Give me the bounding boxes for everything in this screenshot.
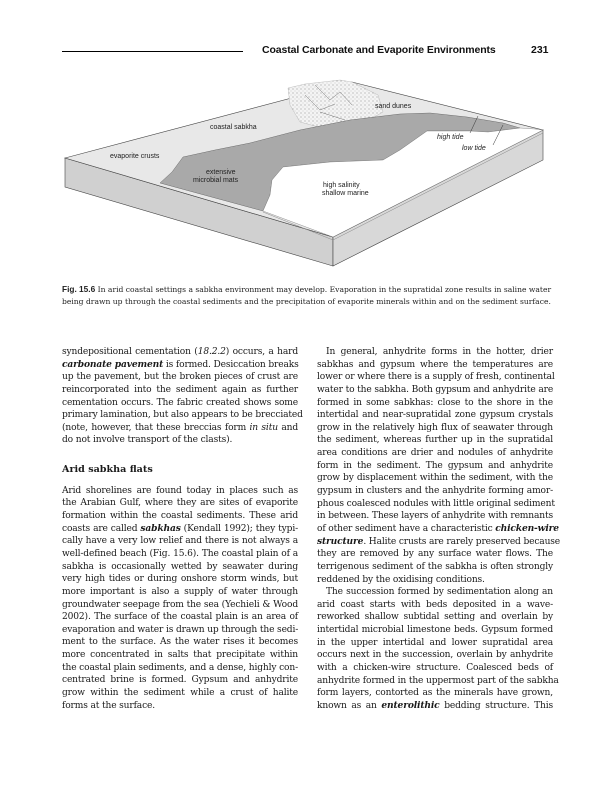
text-line bbox=[317, 485, 553, 498]
text-line bbox=[317, 548, 553, 561]
text-run: (note, however, that these breccias form bbox=[62, 422, 250, 433]
text-run: forms at the surface. bbox=[62, 700, 155, 711]
text-run: gypsum in clusters and the anhydrite forming amor- bbox=[317, 486, 553, 497]
text-run: do not involve transport of the clasts). bbox=[62, 435, 233, 446]
text-run: (Kendall 1992); they typi- bbox=[180, 523, 298, 534]
text-run: occurs next in the succession, overlain by anhydrite bbox=[317, 650, 553, 661]
text-line bbox=[317, 611, 553, 624]
text-run: the sediment, whereas further up in the supratidal bbox=[317, 435, 553, 446]
label-extensive: extensive bbox=[206, 169, 236, 176]
label-sand-dunes: sand dunes bbox=[375, 103, 412, 110]
emphasized-term: chicken-wire bbox=[495, 522, 559, 534]
text-line bbox=[62, 359, 298, 372]
label-coastal-sabkha: coastal sabkha bbox=[210, 124, 257, 131]
text-run: Arid shorelines are found today in places such as bbox=[62, 485, 298, 496]
emphasized-term: structure bbox=[317, 535, 364, 547]
text-run: very high tides or during onshore storm winds, but bbox=[62, 574, 298, 585]
text-line bbox=[62, 624, 298, 637]
text-line bbox=[62, 535, 298, 548]
text-run: in the upper intertidal and lower supratidal area bbox=[317, 637, 553, 648]
figure-caption bbox=[62, 283, 552, 308]
text-run: anhydrite formed in the uppermost part of the sabkha bbox=[317, 675, 559, 686]
text-line bbox=[62, 346, 298, 359]
text-run: primary lamination, but also appears to be brecciated bbox=[62, 410, 303, 421]
text-run: and bbox=[277, 422, 298, 433]
text-line bbox=[317, 498, 553, 511]
text-line bbox=[62, 674, 298, 687]
text-line bbox=[62, 561, 298, 574]
text-run: more important is also a supply of water through bbox=[62, 586, 298, 597]
text-run: the Arabian Gulf, where they are sites of evaporite bbox=[62, 498, 298, 509]
section-heading: Arid sabkha flats bbox=[62, 464, 153, 476]
text-line bbox=[62, 687, 298, 700]
text-run: area conditions are drier and nodules of anhydrite bbox=[317, 448, 553, 459]
text-line bbox=[62, 422, 298, 435]
text-run: sabkhas and gypsum where the temperatures are bbox=[317, 359, 553, 370]
text-run: well-defined beach (Fig. 15.6). The coastal plain of a bbox=[62, 548, 298, 559]
text-run: centrated brine is formed. Gypsum and anhydrite bbox=[62, 675, 298, 686]
text-run: they are removed by any surface water flows. The bbox=[317, 549, 553, 560]
text-run: grow within the sediment while a crust of halite bbox=[62, 688, 298, 699]
text-line bbox=[62, 649, 298, 662]
text-run: bedding structure. This bbox=[439, 700, 553, 711]
text-run: with a chicken-wire structure. Coalesced beds of bbox=[317, 663, 553, 674]
text-line bbox=[62, 497, 298, 510]
text-line bbox=[317, 675, 559, 688]
text-run: up the pavement, but the broken pieces of crust are bbox=[62, 372, 298, 383]
text-line bbox=[317, 700, 553, 713]
text-line bbox=[62, 611, 298, 624]
text-line bbox=[317, 662, 553, 675]
text-run: groundwater seepage from the sea (Yechieli & Wood bbox=[62, 599, 298, 610]
text-run: known as an bbox=[317, 700, 382, 711]
paragraph bbox=[62, 485, 298, 713]
text-line bbox=[317, 460, 553, 473]
text-line bbox=[317, 447, 553, 460]
emphasized-term: carbonate pavement bbox=[62, 358, 164, 370]
text-run: intertidal and near-supratidal zone gypsum crystals bbox=[317, 410, 553, 421]
text-run: formed in some sabkhas: close to the shore in the bbox=[317, 397, 553, 408]
text-line bbox=[317, 574, 553, 587]
text-run: formation within the coastal sediments. These arid bbox=[62, 511, 298, 522]
figure-caption-label: Fig. 15.6 bbox=[62, 284, 96, 294]
label-low-tide: low tide bbox=[462, 145, 486, 152]
text-run: evaporation and water is drawn up through the sedi- bbox=[62, 624, 299, 635]
text-line bbox=[317, 510, 553, 523]
text-line bbox=[62, 371, 298, 384]
text-line bbox=[317, 359, 553, 372]
emphasized-term: enterolithic bbox=[381, 699, 440, 711]
text-line bbox=[62, 510, 298, 523]
text-line bbox=[62, 397, 298, 410]
text-run: intertidal microbial limestone beds. Gypsum formed bbox=[317, 625, 553, 636]
text-run: form in the sediment. The gypsum and anhydrite bbox=[317, 460, 553, 471]
label-high-salinity: high salinity bbox=[323, 182, 360, 189]
text-line bbox=[317, 422, 553, 435]
text-line bbox=[317, 472, 553, 485]
text-run: water to the sabkha. Both gypsum and anhydrite are bbox=[317, 384, 554, 395]
text-run: is formed. Desiccation breaks bbox=[163, 359, 299, 370]
text-line bbox=[317, 434, 553, 447]
text-line bbox=[62, 573, 298, 586]
emphasized-term: sabkhas bbox=[140, 522, 181, 534]
text-line bbox=[317, 397, 553, 410]
text-line bbox=[317, 535, 561, 549]
emphasized-term: in situ bbox=[249, 422, 278, 433]
left-column bbox=[62, 346, 303, 712]
text-line bbox=[317, 561, 553, 574]
label-evaporite-crusts: evaporite crusts bbox=[110, 153, 160, 160]
text-line bbox=[62, 523, 298, 536]
text-line bbox=[62, 548, 298, 561]
text-run: of other sediment have a characteristic bbox=[317, 523, 496, 534]
text-run: form layers, contorted as the minerals have grown, bbox=[317, 688, 553, 699]
text-line bbox=[317, 522, 559, 536]
text-line bbox=[317, 637, 553, 650]
text-run: ment to the surface. As the water rises it becomes bbox=[62, 637, 298, 648]
text-run: reincorporated into the sediment again as further bbox=[62, 384, 298, 395]
text-line bbox=[317, 371, 553, 384]
text-line bbox=[62, 434, 298, 447]
text-line bbox=[62, 409, 303, 422]
text-line bbox=[62, 485, 298, 498]
text-run: arid coast starts with beds deposited in a wave- bbox=[317, 599, 553, 610]
text-run: The succession formed by sedimentation along an bbox=[326, 587, 553, 598]
running-header-title: Coastal Carbonate and Evaporite Environments bbox=[262, 44, 496, 56]
text-line bbox=[62, 384, 298, 397]
paragraph bbox=[317, 346, 561, 586]
text-run: phous coalesced nodules with little original sediment bbox=[317, 498, 555, 509]
right-column bbox=[317, 346, 561, 713]
text-run: In general, anhydrite forms in the hotter, drier bbox=[326, 347, 553, 357]
text-run: lower or where there is a supply of fresh, continental bbox=[317, 372, 555, 383]
text-line bbox=[317, 599, 553, 612]
text-run: syndepositional cementation ( bbox=[62, 347, 198, 357]
text-line bbox=[317, 409, 553, 422]
emphasized-term: 18.2.2 bbox=[197, 347, 226, 357]
text-line bbox=[62, 700, 298, 713]
text-run: reworked shallow subtidal setting and overlain by bbox=[317, 612, 553, 623]
text-run: the coastal plain sediments, and a dense, highly con- bbox=[62, 662, 298, 673]
label-shallow-marine: shallow marine bbox=[322, 190, 369, 197]
text-run: reddened by the oxidising conditions. bbox=[317, 574, 485, 585]
text-run: sabkha is occasionally wetted by seawater during bbox=[62, 561, 298, 572]
text-run: cementation occurs. The fabric created shows some bbox=[62, 397, 298, 408]
text-line bbox=[317, 624, 553, 637]
page-number: 231 bbox=[531, 44, 549, 56]
text-run: more concentrated in salts that precipitate within bbox=[62, 650, 298, 661]
text-line bbox=[317, 586, 553, 599]
figure-caption-text: In arid coastal settings a sabkha environment may develop. Evaporation in the supratidal zone results in saline water being drawn up through the coastal sediments and the precipitation of evaporite minerals within and on the sediment surface. bbox=[62, 285, 552, 306]
text-line bbox=[317, 649, 553, 662]
text-run: ) occurs, a hard bbox=[225, 347, 298, 357]
text-line bbox=[317, 687, 553, 700]
paragraph bbox=[62, 346, 303, 447]
text-line bbox=[317, 384, 553, 397]
text-run: terrigenous sediment of the sabkha is often strongly bbox=[317, 561, 553, 572]
paragraph bbox=[317, 586, 559, 712]
text-run: cally have a very low relief and there is not always a bbox=[62, 536, 298, 547]
text-run: in between. These layers of anhydrite with remnants bbox=[317, 511, 553, 522]
text-run: grow by displacement within the sediment, with the bbox=[317, 473, 553, 484]
label-high-tide: high tide bbox=[437, 134, 464, 141]
text-run: 2002). The surface of the coastal plain is an area of bbox=[62, 612, 298, 623]
text-line bbox=[317, 346, 553, 359]
label-microbial-mats: microbial mats bbox=[193, 177, 239, 184]
text-run: grow in the relatively high flux of seawater through bbox=[317, 422, 553, 433]
text-line bbox=[62, 599, 298, 612]
text-line bbox=[62, 586, 298, 599]
text-line bbox=[62, 662, 298, 675]
text-run: coasts are called bbox=[62, 523, 141, 534]
sabkha-block-diagram bbox=[0, 0, 615, 280]
text-line bbox=[62, 636, 298, 649]
text-run: . Halite crusts are rarely preserved because bbox=[363, 536, 561, 547]
